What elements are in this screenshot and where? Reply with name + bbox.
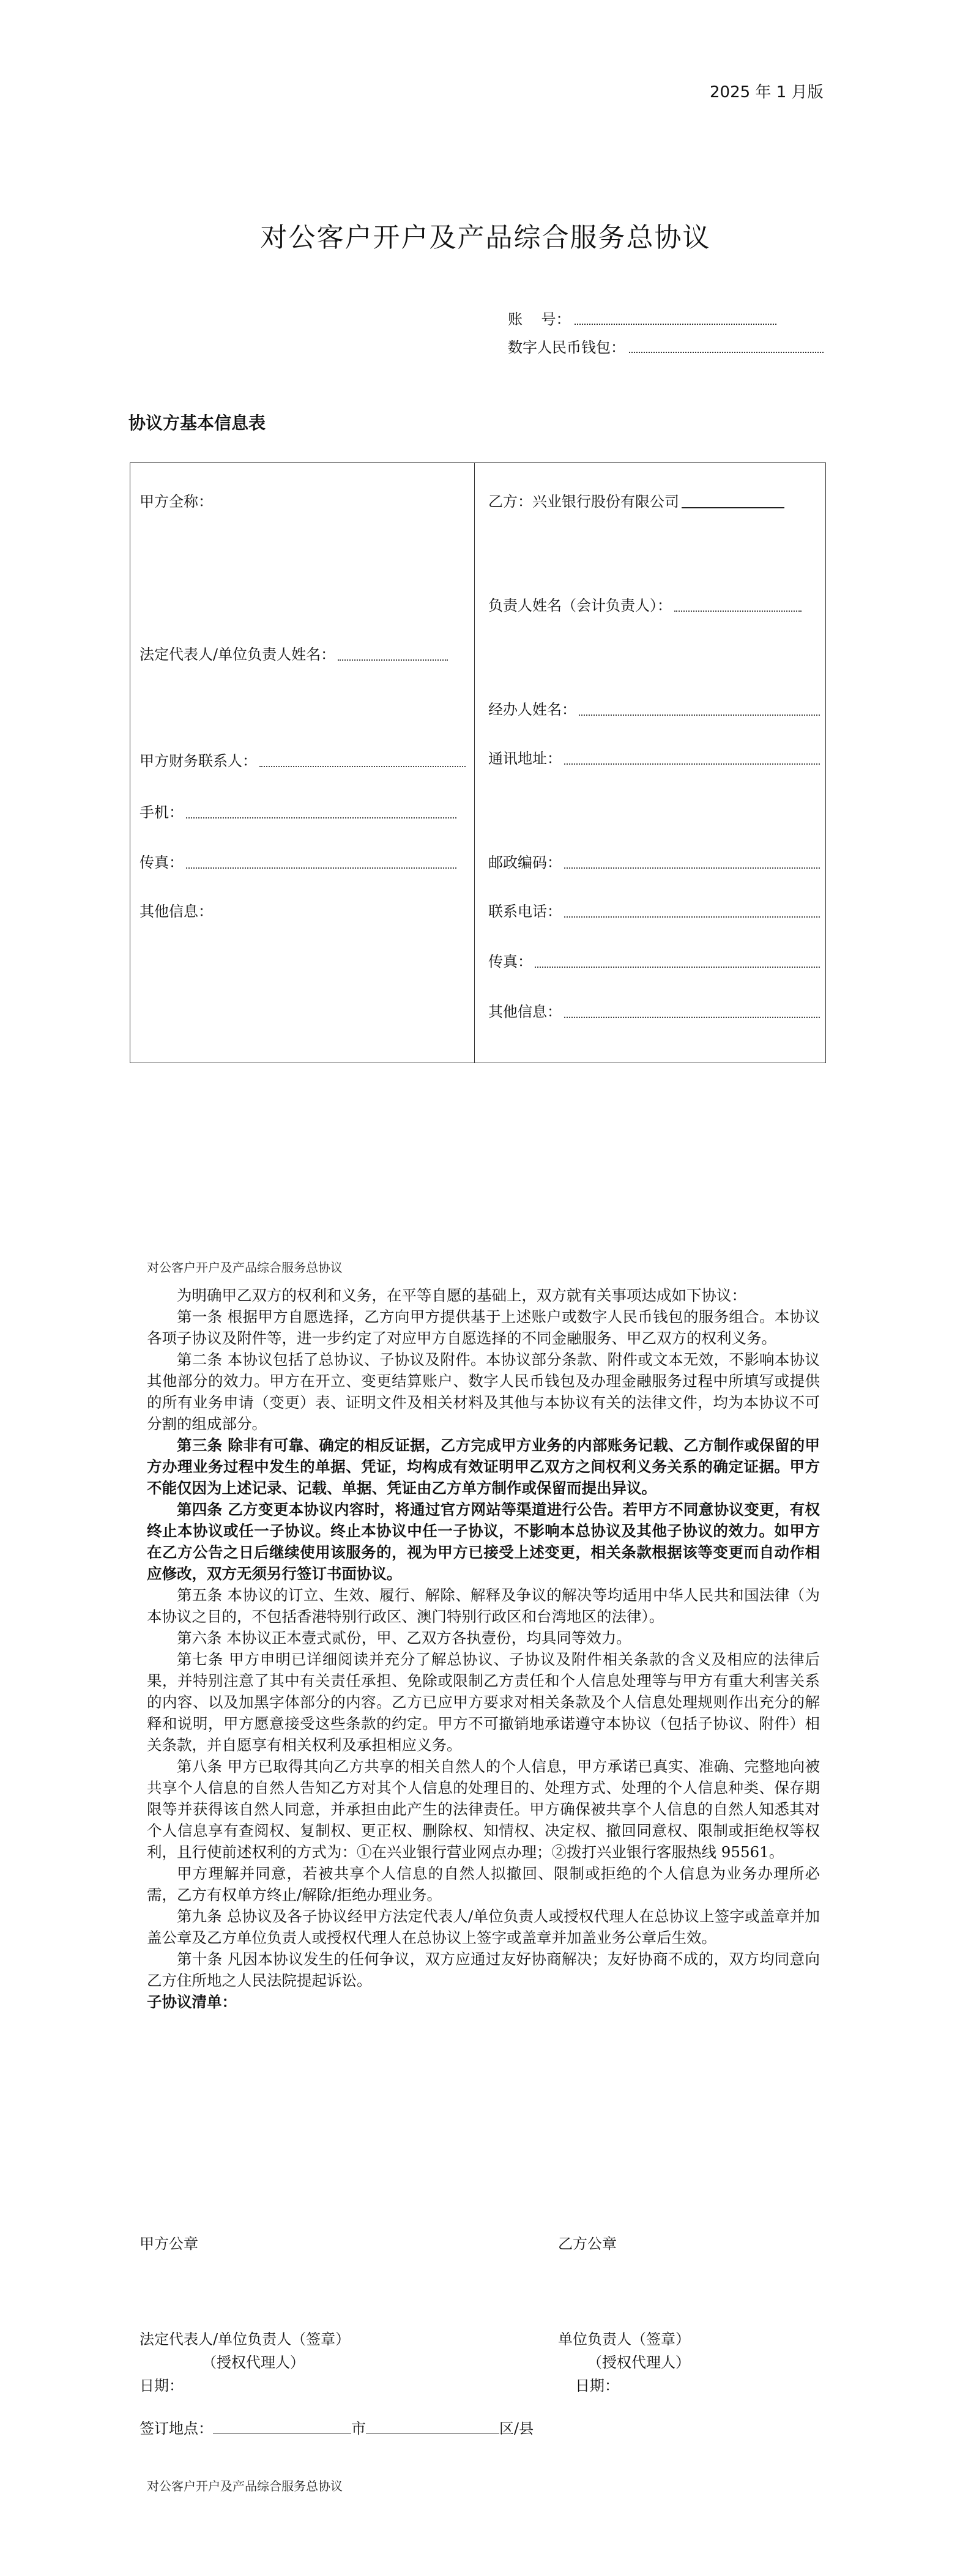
party-a-full-name — [140, 489, 213, 511]
party-b-handler — [488, 697, 820, 719]
version-label: 2025 年 1 月版 — [710, 83, 824, 102]
signing-place-label: 签订地点： — [140, 2420, 213, 2437]
party-b-address-field[interactable] — [564, 763, 820, 765]
article-7: 第七条 甲方申明已详细阅读并充分了解总协议、子协议及附件相关条款的含义及相应的法律后果，并特别注意了其中有关责任承担、免除或限制乙方责任和个人信息处理等与甲方有重大利害关系的内容、以及加黑字体部分的内容。乙方已应甲方要求对相关条款及个人信息处理规则作出充分的解释和说明，甲方愿意接受这些条款的约定。甲方不可撤销地承诺遵守本协议（包括子协议、附件）相关条款，并自愿享有相关权利及承担相应义务。 — [147, 1650, 820, 1754]
city-label: 市 — [351, 2420, 366, 2437]
account-field[interactable] — [575, 323, 776, 325]
party-b-name-field[interactable] — [682, 507, 784, 508]
article-3: 第三条 除非有可靠、确定的相反证据，乙方完成甲方业务的内部账务记载、乙方制作或保留的甲方办理业务过程中发生的单据、凭证，均构成有效证明甲乙双方之间权利义务关系的确定证据。甲方不能仅因为上述记录、记载、单据、凭证由乙方单方制作或保留而提出异议。 — [147, 1436, 820, 1497]
party-b-name-label: 乙方：兴业银行股份有限公司 — [488, 493, 679, 510]
party-b-fax-label: 传真： — [488, 953, 532, 970]
party-a-mobile-label: 手机： — [140, 804, 184, 821]
party-b-other-label: 其他信息： — [488, 1003, 562, 1020]
ecny-wallet-label: 数字人民币钱包： — [508, 339, 625, 356]
party-a-mobile — [140, 800, 456, 822]
agreement-body — [147, 1285, 820, 2013]
article-9: 第九条 总协议及各子协议经甲方法定代表人/单位负责人或授权代理人在总协议上签字或盖章并加盖公章及乙方单位负责人或授权代理人在总协议上签字或盖章并加盖业务公章后生效。 — [147, 1907, 820, 1947]
intro-paragraph: 为明确甲乙双方的权利和义务，在平等自愿的基础上，双方就有关事项达成如下协议： — [177, 1286, 746, 1304]
party-b-other — [488, 1000, 820, 1021]
party-b-head-field[interactable] — [674, 610, 802, 612]
article-5: 第五条 本协议的订立、生效、履行、解除、解释及争议的解决等均适用中华人民共和国法律（为本协议之目的，不包括香港特别行政区、澳门特别行政区和台湾地区的法律）。 — [147, 1586, 820, 1625]
party-a-agent: （授权代理人） — [202, 2354, 305, 2371]
running-header: 对公客户开户及产品综合服务总协议 — [147, 1260, 343, 1275]
party-b-postcode-label: 邮政编码： — [488, 854, 562, 871]
signing-city-field[interactable] — [213, 2432, 351, 2433]
party-a-full-name-label: 甲方全称： — [140, 493, 213, 510]
sub-agreement-list-heading: 子协议清单： — [147, 1993, 237, 2011]
running-footer: 对公客户开户及产品综合服务总协议 — [147, 2479, 343, 2493]
party-b-handler-field[interactable] — [579, 714, 820, 716]
party-b-date: 日期： — [575, 2377, 619, 2394]
party-b-address-label: 通讯地址： — [488, 750, 562, 767]
info-table-heading: 协议方基本信息表 — [128, 413, 266, 433]
ecny-wallet-field[interactable] — [629, 351, 824, 353]
account-label: 账 号： — [508, 311, 571, 328]
party-b-fax-field[interactable] — [535, 966, 820, 968]
party-b-rep-sign: 单位负责人（签章） — [558, 2331, 690, 2348]
signing-place — [140, 2416, 534, 2438]
article-6: 第六条 本协议正本壹式贰份，甲、乙双方各执壹份，均具同等效力。 — [177, 1629, 631, 1647]
party-a-mobile-field[interactable] — [186, 817, 456, 818]
party-a-rep-sign: 法定代表人/单位负责人（签章） — [140, 2331, 351, 2348]
party-b-head — [488, 593, 802, 615]
party-b-head-label: 负责人姓名（会计负责人）： — [488, 597, 672, 614]
party-b-postcode — [488, 850, 820, 872]
party-b-seal: 乙方公章 — [558, 2235, 617, 2252]
party-b-handler-label: 经办人姓名： — [488, 701, 576, 718]
info-table-divider — [474, 462, 475, 1063]
party-a-finance-contact — [140, 749, 466, 770]
party-a-finance-contact-label: 甲方财务联系人： — [140, 752, 257, 770]
article-8-supplement: 甲方理解并同意，若被共享个人信息的自然人拟撤回、限制或拒绝的个人信息为业务办理所必需，乙方有权单方终止/解除/拒绝办理业务。 — [147, 1865, 820, 1904]
party-b-postcode-field[interactable] — [564, 867, 820, 869]
party-b-name — [488, 489, 784, 511]
party-a-other — [140, 899, 213, 921]
party-b-phone-field[interactable] — [564, 916, 820, 918]
party-a-fax-label: 传真： — [140, 854, 184, 871]
party-a-other-label: 其他信息： — [140, 903, 213, 920]
party-a-finance-contact-field[interactable] — [259, 765, 466, 767]
party-a-legal-rep-label: 法定代表人/单位负责人姓名： — [140, 646, 336, 663]
party-a-seal: 甲方公章 — [140, 2235, 198, 2252]
party-a-fax-field[interactable] — [186, 867, 456, 869]
party-a-legal-rep-field[interactable] — [338, 659, 448, 661]
party-b-phone-label: 联系电话： — [488, 903, 562, 920]
signing-district-field[interactable] — [366, 2432, 499, 2433]
party-b-phone — [488, 899, 820, 921]
party-a-legal-rep — [140, 642, 448, 664]
article-8: 第八条 甲方已取得其向乙方共享的相关自然人的个人信息，甲方承诺已真实、准确、完整地向被共享个人信息的自然人告知乙方对其个人信息的处理目的、处理方式、处理的个人信息种类、保存期限等并获得该自然人同意，并承担由此产生的法律责任。甲方确保被共享个人信息的自然人知悉其对个人信息享有查阅权、复制权、更正权、删除权、知情权、决定权、撤回同意权、限制或拒绝权等权利，且行使前述权利的方式为：①在兴业银行营业网点办理；②拨打兴业银行客服热线 95561。 — [147, 1758, 820, 1861]
document-title: 对公客户开户及产品综合服务总协议 — [260, 222, 711, 253]
party-a-fax — [140, 850, 456, 872]
party-b-fax — [488, 949, 820, 971]
article-4: 第四条 乙方变更本协议内容时，将通过官方网站等渠道进行公告。若甲方不同意协议变更，有权终止本协议或任一子协议。终止本协议中任一子协议，不影响本总协议及其他子协议的效力。如甲方在乙方公告之日后继续使用该服务的，视为甲方已接受上述变更，相关条款根据该等变更而自动作相应修改，双方无须另行签订书面协议。 — [147, 1501, 820, 1583]
party-b-other-field[interactable] — [564, 1016, 820, 1018]
party-a-date: 日期： — [140, 2377, 184, 2394]
account-row — [508, 307, 776, 328]
ecny-wallet-row — [508, 335, 824, 357]
district-label: 区/县 — [499, 2420, 534, 2437]
article-10: 第十条 凡因本协议发生的任何争议，双方应通过友好协商解决；友好协商不成的，双方均同意向乙方住所地之人民法院提起诉讼。 — [147, 1950, 820, 1989]
party-b-address — [488, 746, 820, 768]
article-2: 第二条 本协议包括了总协议、子协议及附件。本协议部分条款、附件或文本无效，不影响本协议其他部分的效力。甲方在开立、变更结算账户、数字人民币钱包及办理金融服务过程中所填写或提供的所有业务申请（变更）表、证明文件及相关材料及其他与本协议有关的法律文件，均为本协议不可分割的组成部分。 — [147, 1351, 820, 1433]
party-b-agent: （授权代理人） — [587, 2354, 690, 2371]
article-1: 第一条 根据甲方自愿选择，乙方向甲方提供基于上述账户或数字人民币钱包的服务组合。本协议各项子协议及附件等，进一步约定了对应甲方自愿选择的不同金融服务、甲乙双方的权利义务。 — [147, 1308, 820, 1347]
